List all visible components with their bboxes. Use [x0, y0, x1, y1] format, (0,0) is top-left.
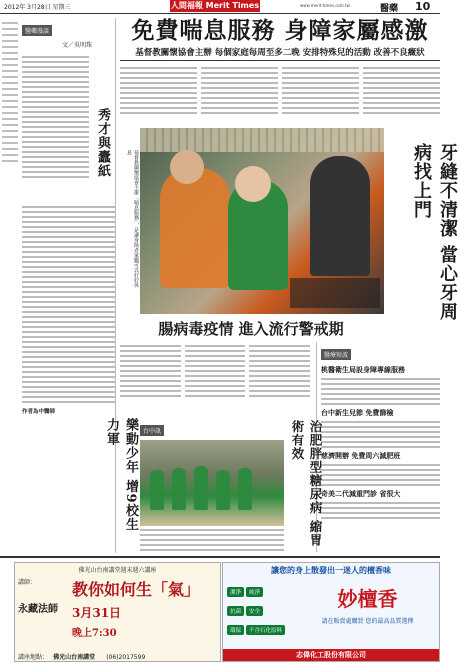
product-promo: 請在販賣處購買 您的最高品質選擇 [321, 618, 414, 625]
main-headline: 免費喘息服務 身障家屬感激 [131, 17, 429, 44]
lecture-date: 3月31日 [72, 606, 122, 620]
product-feature-6: 不含石化原料 [246, 625, 285, 635]
lecture-ad [14, 562, 221, 662]
venue-name: 佛光山台南講堂 [53, 654, 96, 661]
column-byline: 文／吳明珠 [62, 42, 93, 49]
diabetes-headline: 治肥胖型糖尿病 縮胃術有效 [290, 420, 323, 547]
product-feature-2: 純淨 [246, 587, 263, 597]
column-title: 秀才與蠹紙 [95, 108, 110, 178]
column-body-text [22, 53, 89, 198]
lecture-title: 教你如何生「氣」 [72, 580, 201, 599]
product-company: 志偉化工股份有限公司 [223, 649, 439, 661]
enterovirus-headline: 腸病毒疫情 進入流行警戒期 [158, 320, 344, 338]
brief-2-title: 台中新生兒節 免費篩檢 [321, 408, 394, 417]
briefs-tag: 醫療短波 [321, 349, 351, 360]
music-youth-headline: 樂動少年 增9校生力軍 [104, 418, 138, 532]
lecture-time: 晚上7:30 [72, 628, 117, 639]
product-ad [222, 562, 440, 662]
product-feature-4: 安全 [246, 606, 263, 616]
lecture-ad-header: 佛光山台南講堂週末週六講座 [78, 567, 157, 574]
product-brand: 妙檀香 [337, 587, 398, 611]
issue-date: 2012年 3月28日 星期三 [4, 4, 71, 11]
advertisement-band [0, 556, 440, 663]
page-number: 10 [415, 0, 431, 13]
column-body-text-lower [22, 206, 115, 403]
section-name: 醫藥 [380, 4, 399, 14]
column-article [22, 18, 116, 553]
photo-caption: 基督教關懷協會主辦「喘息服務」，是讓身障者家屬可以好好休息 [126, 150, 139, 288]
venue-label: 講座地點： [18, 654, 49, 661]
product-slogan: 讓您的身上散發出一迷人的檀香味 [271, 565, 391, 575]
brief-4-title: 奇美二代減重門診 省很大 [321, 489, 401, 498]
brief-3-title: 慈濟開辦 免費周六減肥班 [321, 451, 401, 460]
health-briefs [316, 342, 440, 552]
enterovirus-body [120, 342, 310, 412]
column-tag: 醫藥漫談 [22, 25, 52, 36]
speaker-name: 永藏法師 [18, 604, 58, 615]
music-youth-story [104, 418, 284, 554]
newspaper-logo: 人間福報 Merit Times [170, 1, 260, 10]
product-feature-3: 抗菌 [227, 606, 244, 616]
diabetes-story [288, 420, 323, 556]
product-feature-1: 潔淨 [227, 587, 244, 597]
venue-phone: (06)2017599 [106, 654, 146, 661]
music-youth-photo [140, 440, 284, 526]
masthead [0, 0, 440, 14]
website-url: www.merit-times.com.tw [300, 3, 350, 8]
product-feature-5: 環保 [227, 625, 244, 635]
brief-1-title: 桃醫衛生局設身障專線服務 [321, 365, 405, 374]
main-body-text [120, 60, 440, 122]
music-youth-tag: 台中訊 [140, 425, 164, 436]
main-news-photo [140, 128, 384, 314]
dental-headline: 牙縫不清潔 當心牙周病找上門 [411, 143, 458, 322]
column-footer-note: 作者為中醫師 [22, 409, 56, 415]
left-rail-text [0, 18, 20, 558]
main-subhead: 基督教關懷協會主辦 每個家庭每周至多二晚 安排特殊兒的活動 改善不良癥狀 [135, 48, 425, 58]
speaker-label: 講師： [18, 579, 37, 586]
